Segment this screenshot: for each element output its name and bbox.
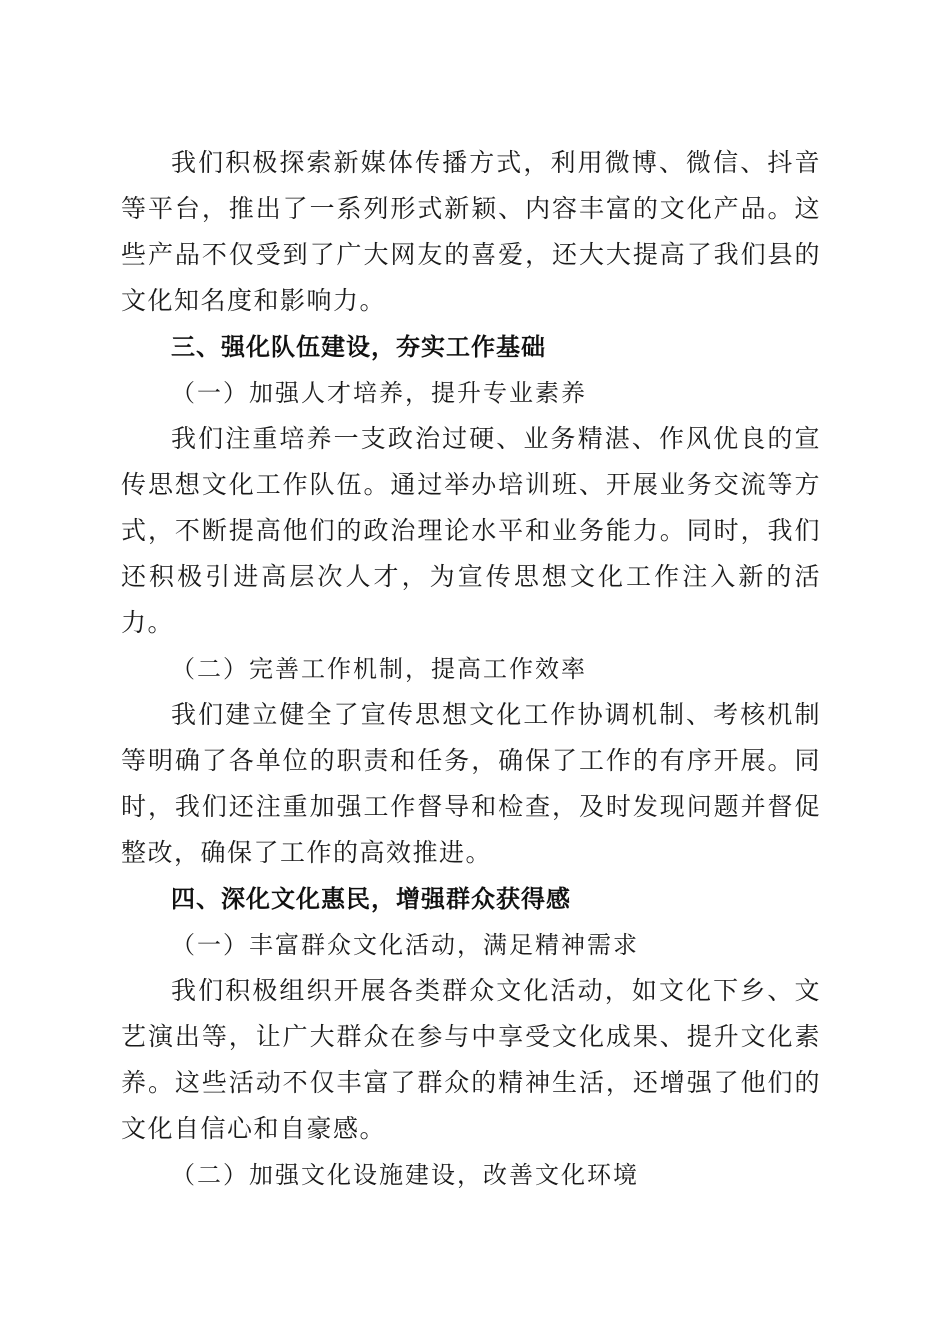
- subsection-heading-4-1: （一）丰富群众文化活动，满足精神需求: [171, 931, 639, 959]
- paragraph-cultural-activities: 我们积极组织开展各类群众文化活动，如文化下乡、文艺演出等，让广大群众在参与中享受文化成果、提升文化素养。这些活动不仅丰富了群众的精神生活，还增强了他们的文化自信心和自豪感。: [121, 976, 821, 1143]
- subsection-heading-3-1: （一）加强人才培养，提升专业素养: [171, 379, 587, 407]
- paragraph-talent-training: 我们注重培养一支政治过硬、业务精湛、作风优良的宣传思想文化工作队伍。通过举办培训班、开展业务交流等方式，不断提高他们的政治理论水平和业务能力。同时，我们还积极引进高层次人才，为宣传思想文化工作注入新的活力。: [121, 424, 821, 637]
- paragraph-new-media: 我们积极探索新媒体传播方式，利用微博、微信、抖音等平台，推出了一系列形式新颖、内容丰富的文化产品。这些产品不仅受到了广大网友的喜爱，还大大提高了我们县的文化知名度和影响力。: [121, 148, 821, 315]
- section-heading-4: 四、深化文化惠民，增强群众获得感: [171, 885, 571, 913]
- document-body: [121, 140, 821, 1198]
- subsection-heading-4-2: （二）加强文化设施建设，改善文化环境: [171, 1161, 639, 1189]
- subsection-heading-3-2: （二）完善工作机制，提高工作效率: [171, 655, 587, 683]
- section-heading-3: 三、强化队伍建设，夯实工作基础: [171, 333, 546, 361]
- paragraph-work-mechanism: 我们建立健全了宣传思想文化工作协调机制、考核机制等明确了各单位的职责和任务，确保了工作的有序开展。同时，我们还注重加强工作督导和检查，及时发现问题并督促整改，确保了工作的高效推进。: [121, 700, 821, 867]
